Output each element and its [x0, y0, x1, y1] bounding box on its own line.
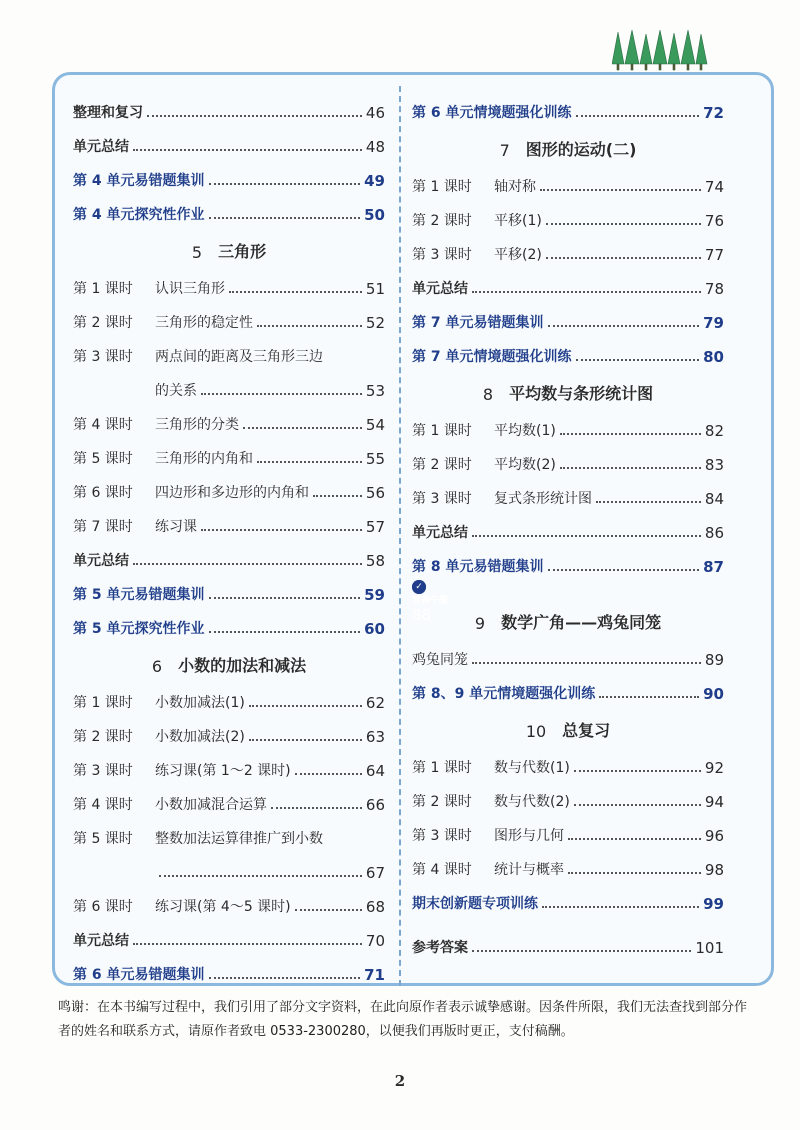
page-ref: 51 [365, 280, 385, 298]
page-ref: 68 [365, 898, 385, 916]
entry-title: 第 4 单元探究性作业 [73, 207, 205, 223]
page-ref: 62 [365, 694, 385, 712]
toc-entry[interactable] [73, 400, 385, 434]
toc-entry[interactable] [412, 474, 724, 508]
entry-title: 复式条形统计图 [494, 491, 592, 507]
column-divider [399, 86, 401, 986]
page-ref: 55 [365, 450, 385, 468]
leader-dots [209, 217, 361, 219]
lesson-label: 第 1 课时 [412, 423, 472, 439]
entry-title: 第 6 单元易错题集训 [73, 967, 205, 983]
leader-dots [133, 943, 362, 945]
unit-number: 10 [525, 722, 547, 741]
leader-dots [548, 325, 700, 327]
leader-dots [295, 773, 362, 775]
page-ref: 89 [704, 651, 724, 669]
toc-entry[interactable] [412, 811, 724, 845]
toc-entry[interactable] [412, 669, 724, 703]
toc-entry[interactable] [73, 264, 385, 298]
page-ref: 52 [365, 314, 385, 332]
entry-title: 的关系 [155, 383, 197, 399]
toc-entry[interactable] [73, 536, 385, 570]
page-ref: 98 [704, 861, 724, 879]
page-ref: 66 [365, 796, 385, 814]
entry-title: 单元总结 [412, 525, 468, 541]
page-ref: 48 [365, 138, 385, 156]
entry-title: 小数加减法(1) [155, 695, 245, 711]
page-ref: 101 [695, 939, 724, 957]
page-ref: 53 [365, 382, 385, 400]
toc-entry[interactable] [412, 923, 724, 957]
leader-dots [576, 359, 700, 361]
page-ref: 77 [704, 246, 724, 264]
toc-entry[interactable] [73, 882, 385, 916]
leader-dots [133, 563, 362, 565]
entry-title: 平移(2) [494, 247, 542, 263]
toc-entry[interactable] [412, 230, 724, 264]
page-ref: 46 [365, 104, 385, 122]
toc-entry[interactable] [412, 406, 724, 440]
page-ref: 64 [365, 762, 385, 780]
unit-heading [412, 122, 724, 162]
page-ref: 59 [364, 586, 385, 604]
page-ref: 83 [704, 456, 724, 474]
toc-entry[interactable] [412, 264, 724, 298]
toc-right-column [412, 88, 724, 957]
leader-dots [560, 467, 701, 469]
toc-entry[interactable] [412, 743, 724, 777]
lesson-label: 第 2 课时 [412, 213, 472, 229]
toc-entry[interactable] [73, 746, 385, 780]
lesson-label: 第 2 课时 [73, 315, 133, 331]
leader-dots [472, 950, 691, 952]
page-ref: 58 [365, 552, 385, 570]
page-ref: 94 [704, 793, 724, 811]
toc-entry[interactable] [73, 848, 385, 882]
page-ref: 74 [704, 178, 724, 196]
toc-entry[interactable] [73, 88, 385, 122]
toc-entry[interactable] [73, 468, 385, 502]
toc-entry[interactable] [412, 508, 724, 542]
entry-title: 平均数(1) [494, 423, 556, 439]
leader-dots [209, 631, 361, 633]
page-ref: 87 [703, 558, 724, 576]
lesson-label: 第 1 课时 [73, 281, 133, 297]
entry-title: 小数加减混合运算 [155, 797, 267, 813]
entry-title: 整数加法运算律推广到小数 [155, 831, 323, 847]
toc-entry[interactable] [412, 845, 724, 879]
unit-heading [412, 595, 724, 635]
leader-dots [209, 977, 361, 979]
toc-entry[interactable] [412, 580, 449, 624]
page-ref: 70 [365, 932, 385, 950]
lesson-label: 第 4 课时 [412, 862, 472, 878]
page-ref: 76 [704, 212, 724, 230]
page-ref: 57 [365, 518, 385, 536]
page-ref: 84 [704, 490, 724, 508]
toc-entry[interactable] [412, 635, 724, 669]
leader-dots [209, 597, 361, 599]
lesson-label: 第 3 课时 [412, 491, 472, 507]
leader-dots [133, 149, 362, 151]
leader-dots [568, 838, 701, 840]
acknowledgement-footnote: 鸣谢：在本书编写过程中，我们引用了部分文字资料，在此向原作者表示诚挚感谢。因条件所限，我们无法查找到部分作者的姓名和联系方式，请原作者致电 0533-2300280，以便我们再版时更正，支付稿酬。 [58, 1000, 748, 1039]
leader-dots [229, 291, 362, 293]
unit-title: 平均数与条形统计图 [509, 384, 654, 403]
entry-title: 三角形的分类 [155, 417, 239, 433]
entry-title: 数与代数(2) [494, 794, 570, 810]
leader-dots [568, 872, 701, 874]
entry-title: 数与代数(1) [494, 760, 570, 776]
lesson-label: 第 7 课时 [73, 519, 133, 535]
toc-entry[interactable] [412, 298, 724, 332]
page-ref: 56 [365, 484, 385, 502]
page-ref: 92 [704, 759, 724, 777]
page-ref: 49 [364, 172, 385, 190]
entry-title: 单元总结 [412, 281, 468, 297]
entry-title: 统计与概率 [494, 862, 564, 878]
leader-dots [542, 906, 699, 908]
page-ref: 90 [703, 685, 724, 703]
leader-dots [201, 393, 362, 395]
toc-left-column [73, 88, 385, 984]
activity-badge-icon: ✓ [412, 580, 426, 594]
entry-title: 图形与几何 [494, 828, 564, 844]
entry-title: 期末创新题专项训练 [412, 896, 538, 912]
leader-dots [599, 696, 699, 698]
unit-title: 三角形 [218, 242, 267, 261]
unit-heading [73, 224, 385, 264]
lesson-label: 第 3 课时 [73, 349, 133, 365]
unit-title: 数学广角——鸡兔同笼 [501, 613, 662, 632]
lesson-label: 第 1 课时 [412, 179, 472, 195]
entry-title: 第 6 单元情境题强化训练 [412, 105, 572, 121]
toc-entry[interactable] [73, 916, 385, 950]
toc-entry[interactable] [73, 570, 385, 604]
unit-number: 8 [482, 385, 494, 404]
toc-entry[interactable] [412, 196, 724, 230]
leader-dots [540, 189, 701, 191]
page-ref: 72 [703, 104, 724, 122]
leader-dots [574, 770, 701, 772]
entry-title: 单元总结 [73, 933, 129, 949]
entry-title: 参考答案 [412, 940, 468, 956]
lesson-label: 第 2 课时 [412, 457, 472, 473]
entry-title: 第 7 单元情境题强化训练 [412, 349, 572, 365]
page-ref: 88 [412, 606, 432, 624]
unit-heading [73, 638, 385, 678]
entry-title: 单元总结 [73, 139, 129, 155]
page-ref: 80 [703, 348, 724, 366]
lesson-label: 第 6 课时 [73, 485, 133, 501]
lesson-label: 第 1 课时 [412, 760, 472, 776]
unit-heading [412, 366, 724, 406]
page-ref: 67 [365, 864, 385, 882]
lesson-label: 第 6 课时 [73, 899, 133, 915]
toc-entry[interactable] [412, 332, 724, 366]
entry-title: 练习课 [155, 519, 197, 535]
leader-dots [249, 739, 362, 741]
entry-title: 第 8、9 单元情境题强化训练 [412, 686, 596, 702]
entry-title: 第 4 单元易错题集训 [73, 173, 205, 189]
unit-title: 小数的加法和减法 [178, 656, 307, 675]
leader-dots [472, 291, 701, 293]
entry-title: 第 5 单元易错题集训 [73, 587, 205, 603]
unit-number: 5 [191, 243, 203, 262]
page-ref: 79 [703, 314, 724, 332]
unit-number: 7 [499, 141, 510, 160]
unit-number: 9 [474, 614, 486, 633]
toc-entry[interactable] [412, 162, 724, 196]
toc-entry[interactable] [412, 777, 724, 811]
leader-dots [596, 501, 701, 503]
entry-title: 认识三角形 [155, 281, 225, 297]
toc-entry[interactable] [412, 879, 724, 913]
toc-entry[interactable] [73, 298, 385, 332]
lesson-label: 第 2 课时 [73, 729, 133, 745]
page-ref: 71 [364, 966, 385, 984]
entry-title: 小数加减法(2) [155, 729, 245, 745]
entry-title: 第 7 单元易错题集训 [412, 315, 544, 331]
leader-dots [271, 807, 362, 809]
page-ref: 99 [703, 895, 724, 913]
leader-dots [546, 257, 701, 259]
entry-title: 整理和复习 [73, 105, 143, 121]
leader-dots [209, 183, 361, 185]
toc-entry[interactable] [412, 440, 724, 474]
entry-title: 练习课(第 1～2 课时) [155, 763, 291, 779]
leader-dots [147, 115, 362, 117]
unit-number: 6 [151, 657, 163, 676]
page-ref: 82 [704, 422, 724, 440]
entry-title: 鸡兔同笼 [412, 652, 468, 668]
leader-dots [257, 461, 362, 463]
entry-title: 平均数(2) [494, 457, 556, 473]
leader-dots [201, 529, 362, 531]
toc-entry[interactable] [412, 542, 724, 576]
lesson-label: 第 2 课时 [412, 794, 472, 810]
toc-entry[interactable] [73, 604, 385, 638]
trees-decoration-icon [612, 28, 708, 72]
leader-dots [249, 705, 362, 707]
leader-dots [574, 804, 701, 806]
entry-title: 营养午餐 [412, 596, 449, 606]
toc-entry[interactable] [73, 434, 385, 468]
leader-dots [560, 433, 701, 435]
unit-title: 图形的运动(二) [525, 140, 637, 159]
lesson-label: 第 5 课时 [73, 831, 133, 847]
unit-heading [412, 703, 724, 743]
page-ref: 60 [364, 620, 385, 638]
toc-entry[interactable] [73, 190, 385, 224]
toc-entry[interactable] [73, 122, 385, 156]
toc-entry[interactable] [73, 814, 385, 848]
lesson-label: 第 1 课时 [73, 695, 133, 711]
toc-entry[interactable] [73, 712, 385, 746]
entry-title: 三角形的稳定性 [155, 315, 253, 331]
leader-dots [576, 115, 700, 117]
toc-entry[interactable] [73, 156, 385, 190]
entry-title: 平移(1) [494, 213, 542, 229]
entry-title: 单元总结 [73, 553, 129, 569]
spacer [412, 913, 724, 923]
leader-dots [548, 569, 700, 571]
lesson-label: 第 4 课时 [73, 417, 133, 433]
toc-entry[interactable] [73, 502, 385, 536]
unit-title: 总复习 [562, 721, 611, 740]
lesson-label: 第 3 课时 [73, 763, 133, 779]
leader-dots [159, 875, 362, 877]
leader-dots [295, 909, 362, 911]
entry-title: 三角形的内角和 [155, 451, 253, 467]
leader-dots [243, 427, 362, 429]
entry-title: 第 8 单元易错题集训 [412, 559, 544, 575]
toc-entry[interactable] [412, 88, 724, 122]
page-ref: 50 [364, 206, 385, 224]
entry-title: 练习课(第 4～5 课时) [155, 899, 291, 915]
page-ref: 86 [704, 524, 724, 542]
leader-dots [546, 223, 701, 225]
toc-entry[interactable] [73, 366, 385, 400]
toc-entry[interactable] [73, 678, 385, 712]
lesson-label: 第 5 课时 [73, 451, 133, 467]
toc-entry[interactable] [73, 780, 385, 814]
page-ref: 96 [704, 827, 724, 845]
leader-dots [472, 662, 701, 664]
entry-title: 两点间的距离及三角形三边 [155, 349, 323, 365]
page-ref: 78 [704, 280, 724, 298]
page-ref: 63 [365, 728, 385, 746]
lesson-label: 第 3 课时 [412, 828, 472, 844]
leader-dots [257, 325, 362, 327]
page-ref: 54 [365, 416, 385, 434]
leader-dots [313, 495, 362, 497]
page-number: 2 [394, 1072, 406, 1090]
toc-entry[interactable] [73, 332, 385, 366]
leader-dots [472, 535, 701, 537]
lesson-label: 第 4 课时 [73, 797, 133, 813]
entry-title: 轴对称 [494, 179, 536, 195]
entry-title: 四边形和多边形的内角和 [155, 485, 309, 501]
entry-title: 第 5 单元探究性作业 [73, 621, 205, 637]
toc-entry[interactable] [73, 950, 385, 984]
lesson-label: 第 3 课时 [412, 247, 472, 263]
